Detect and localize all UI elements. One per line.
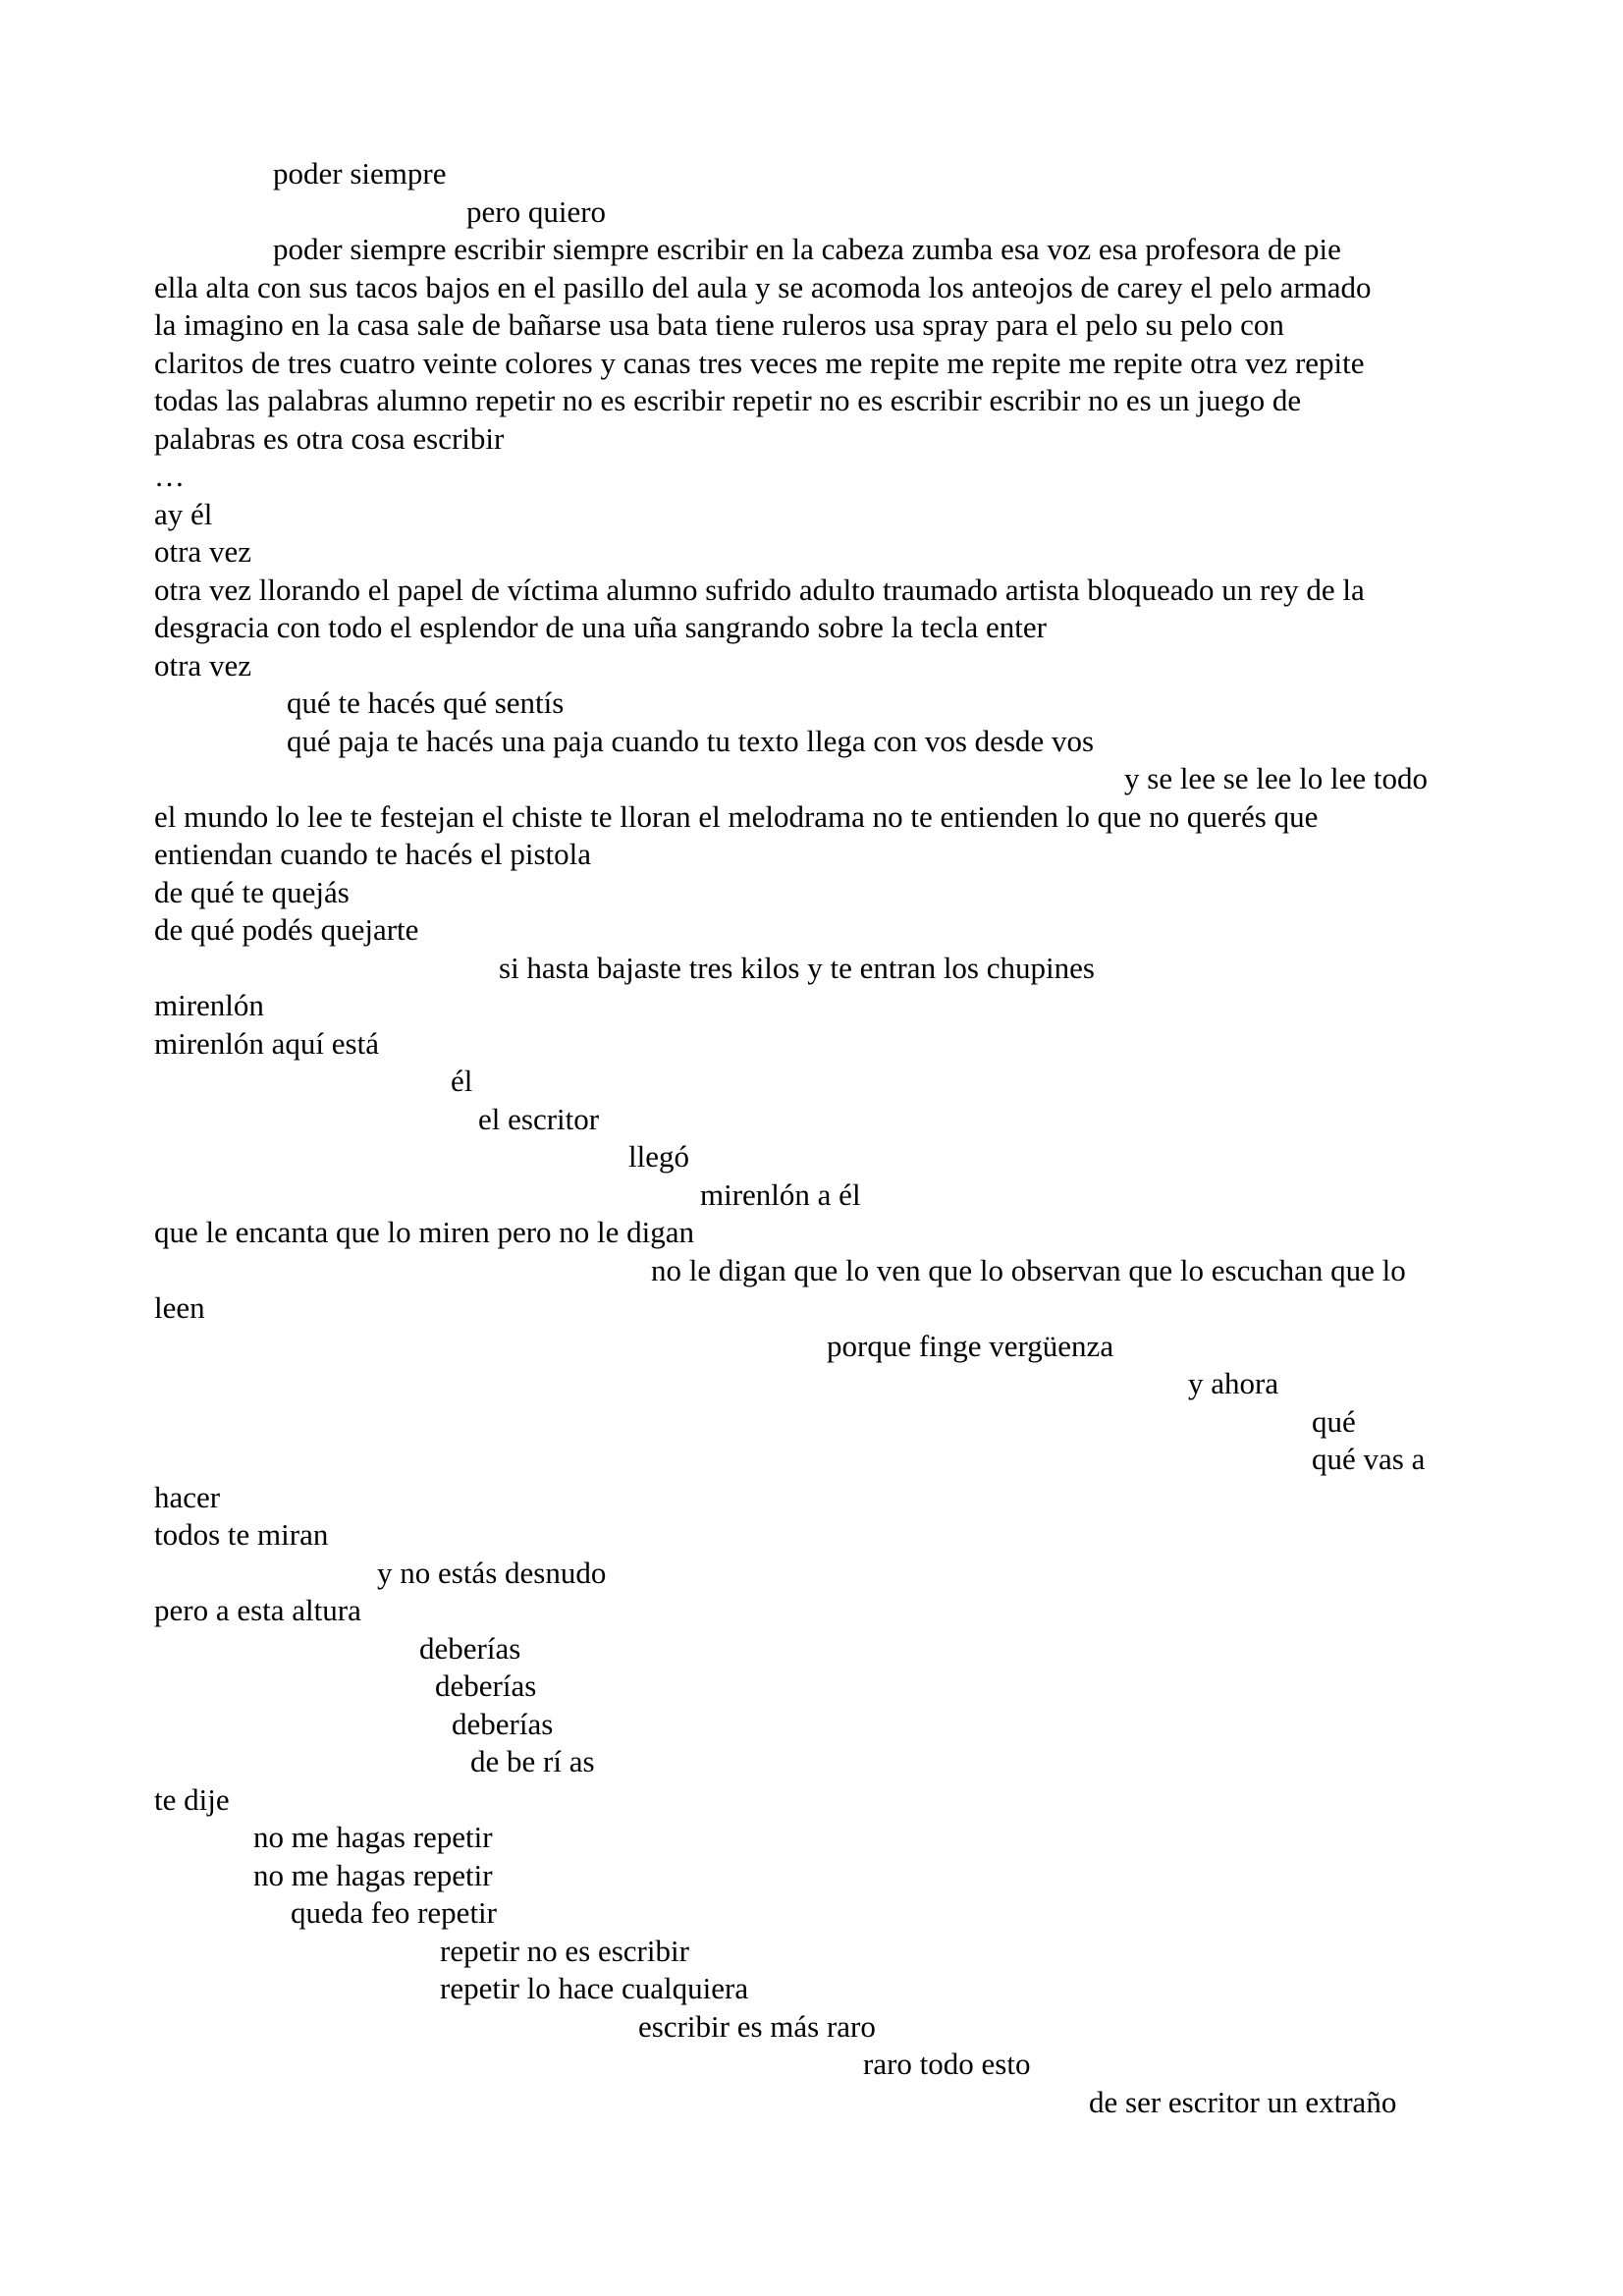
poem-line: qué vas a (1312, 1442, 1426, 1476)
poem-line: no me hagas repetir (253, 1857, 493, 1892)
poem-line: todos te miran (154, 1517, 329, 1552)
poem-line: otra vez (154, 647, 251, 683)
poem-line: si hasta bajaste tres kilos y te entran los chupines (499, 950, 1095, 985)
poem-line: claritos de tres cuatro veinte colores y canas tres veces me repite me repite me repite otra vez repite (154, 345, 1365, 380)
poem-line: llegó (628, 1139, 689, 1174)
poem-line: qué te hacés qué sentís (287, 685, 565, 720)
poem-line: leen (154, 1290, 205, 1325)
poem-line: repetir no es escribir (440, 1933, 689, 1968)
poem-line: otra vez (154, 534, 251, 569)
poem-line: deberías (435, 1668, 537, 1703)
poem-line: entiendan cuando te hacés el pistola (154, 837, 592, 871)
poem-line: escribir es más raro (638, 2008, 876, 2044)
poem-line: repetir lo hace cualquiera (440, 1971, 749, 2005)
poem (154, 155, 1584, 2121)
poem-line: poder siempre (273, 156, 447, 191)
poem-line: el mundo lo lee te festejan el chiste te lloran el melodrama no te entienden lo que no querés que (154, 798, 1319, 834)
poem-line: el escritor (478, 1101, 600, 1136)
poem-line: desgracia con todo el esplendor de una uña sangrando sobre la tecla enter (154, 610, 1047, 644)
poem-line: mirenlón aquí está (154, 1025, 379, 1061)
poem-line: pero quiero (466, 193, 607, 229)
poem-line: porque finge vergüenza (827, 1328, 1114, 1363)
poem-line: él (451, 1064, 473, 1098)
poem-line: deberías (419, 1630, 521, 1666)
poem-line: y no estás desnudo (377, 1555, 607, 1590)
poem-line: de ser escritor un extraño (1089, 2084, 1397, 2119)
poem-line: queda feo repetir (291, 1895, 497, 1930)
poem-line: de qué te quejás (154, 874, 350, 909)
poem-line: poder siempre escribir siempre escribir en la cabeza zumba esa voz esa profesora de pie (273, 232, 1341, 266)
poem-line: mirenlón a él (700, 1176, 861, 1212)
poem-line: ay él (154, 496, 213, 531)
poem-line: la imagino en la casa sale de bañarse usa bata tiene ruleros usa spray para el pelo su pelo con (154, 307, 1284, 342)
poem-line: … (154, 459, 185, 493)
poem-line: qué paja te hacés una paja cuando tu texto llega con vos desde vos (287, 723, 1095, 758)
poem-line: hacer (154, 1479, 221, 1514)
poem-line: y se lee se lee lo lee todo (1124, 761, 1429, 795)
poem-line: ella alta con sus tacos bajos en el pasillo del aula y se acomoda los anteojos de carey el pelo armado (154, 269, 1372, 304)
poem-line: deberías (452, 1706, 554, 1741)
poem-line: mirenlón (154, 988, 264, 1022)
poem-line: y ahora (1188, 1366, 1279, 1400)
poem-line: de qué podés quejarte (154, 912, 419, 947)
poem-line: raro todo esto (863, 2047, 1031, 2081)
poem-line: qué (1312, 1403, 1356, 1439)
poem-line: todas las palabras alumno repetir no es escribir repetir no es escribir escribir no es un juego de (154, 383, 1302, 417)
poem-line: te dije (154, 1781, 230, 1817)
poem-line: no le digan que lo ven que lo observan que lo escuchan que lo (651, 1252, 1406, 1287)
poem-line: otra vez llorando el papel de víctima alumno sufrido adulto traumado artista bloqueado un rey de la (154, 572, 1365, 607)
poem-line: que le encanta que lo miren pero no le digan (154, 1215, 695, 1249)
poem-line: no me hagas repetir (253, 1820, 493, 1854)
poem-line: pero a esta altura (154, 1593, 361, 1627)
poem-line: de be rí as (470, 1744, 595, 1778)
poem-line: palabras es otra cosa escribir (154, 420, 505, 456)
